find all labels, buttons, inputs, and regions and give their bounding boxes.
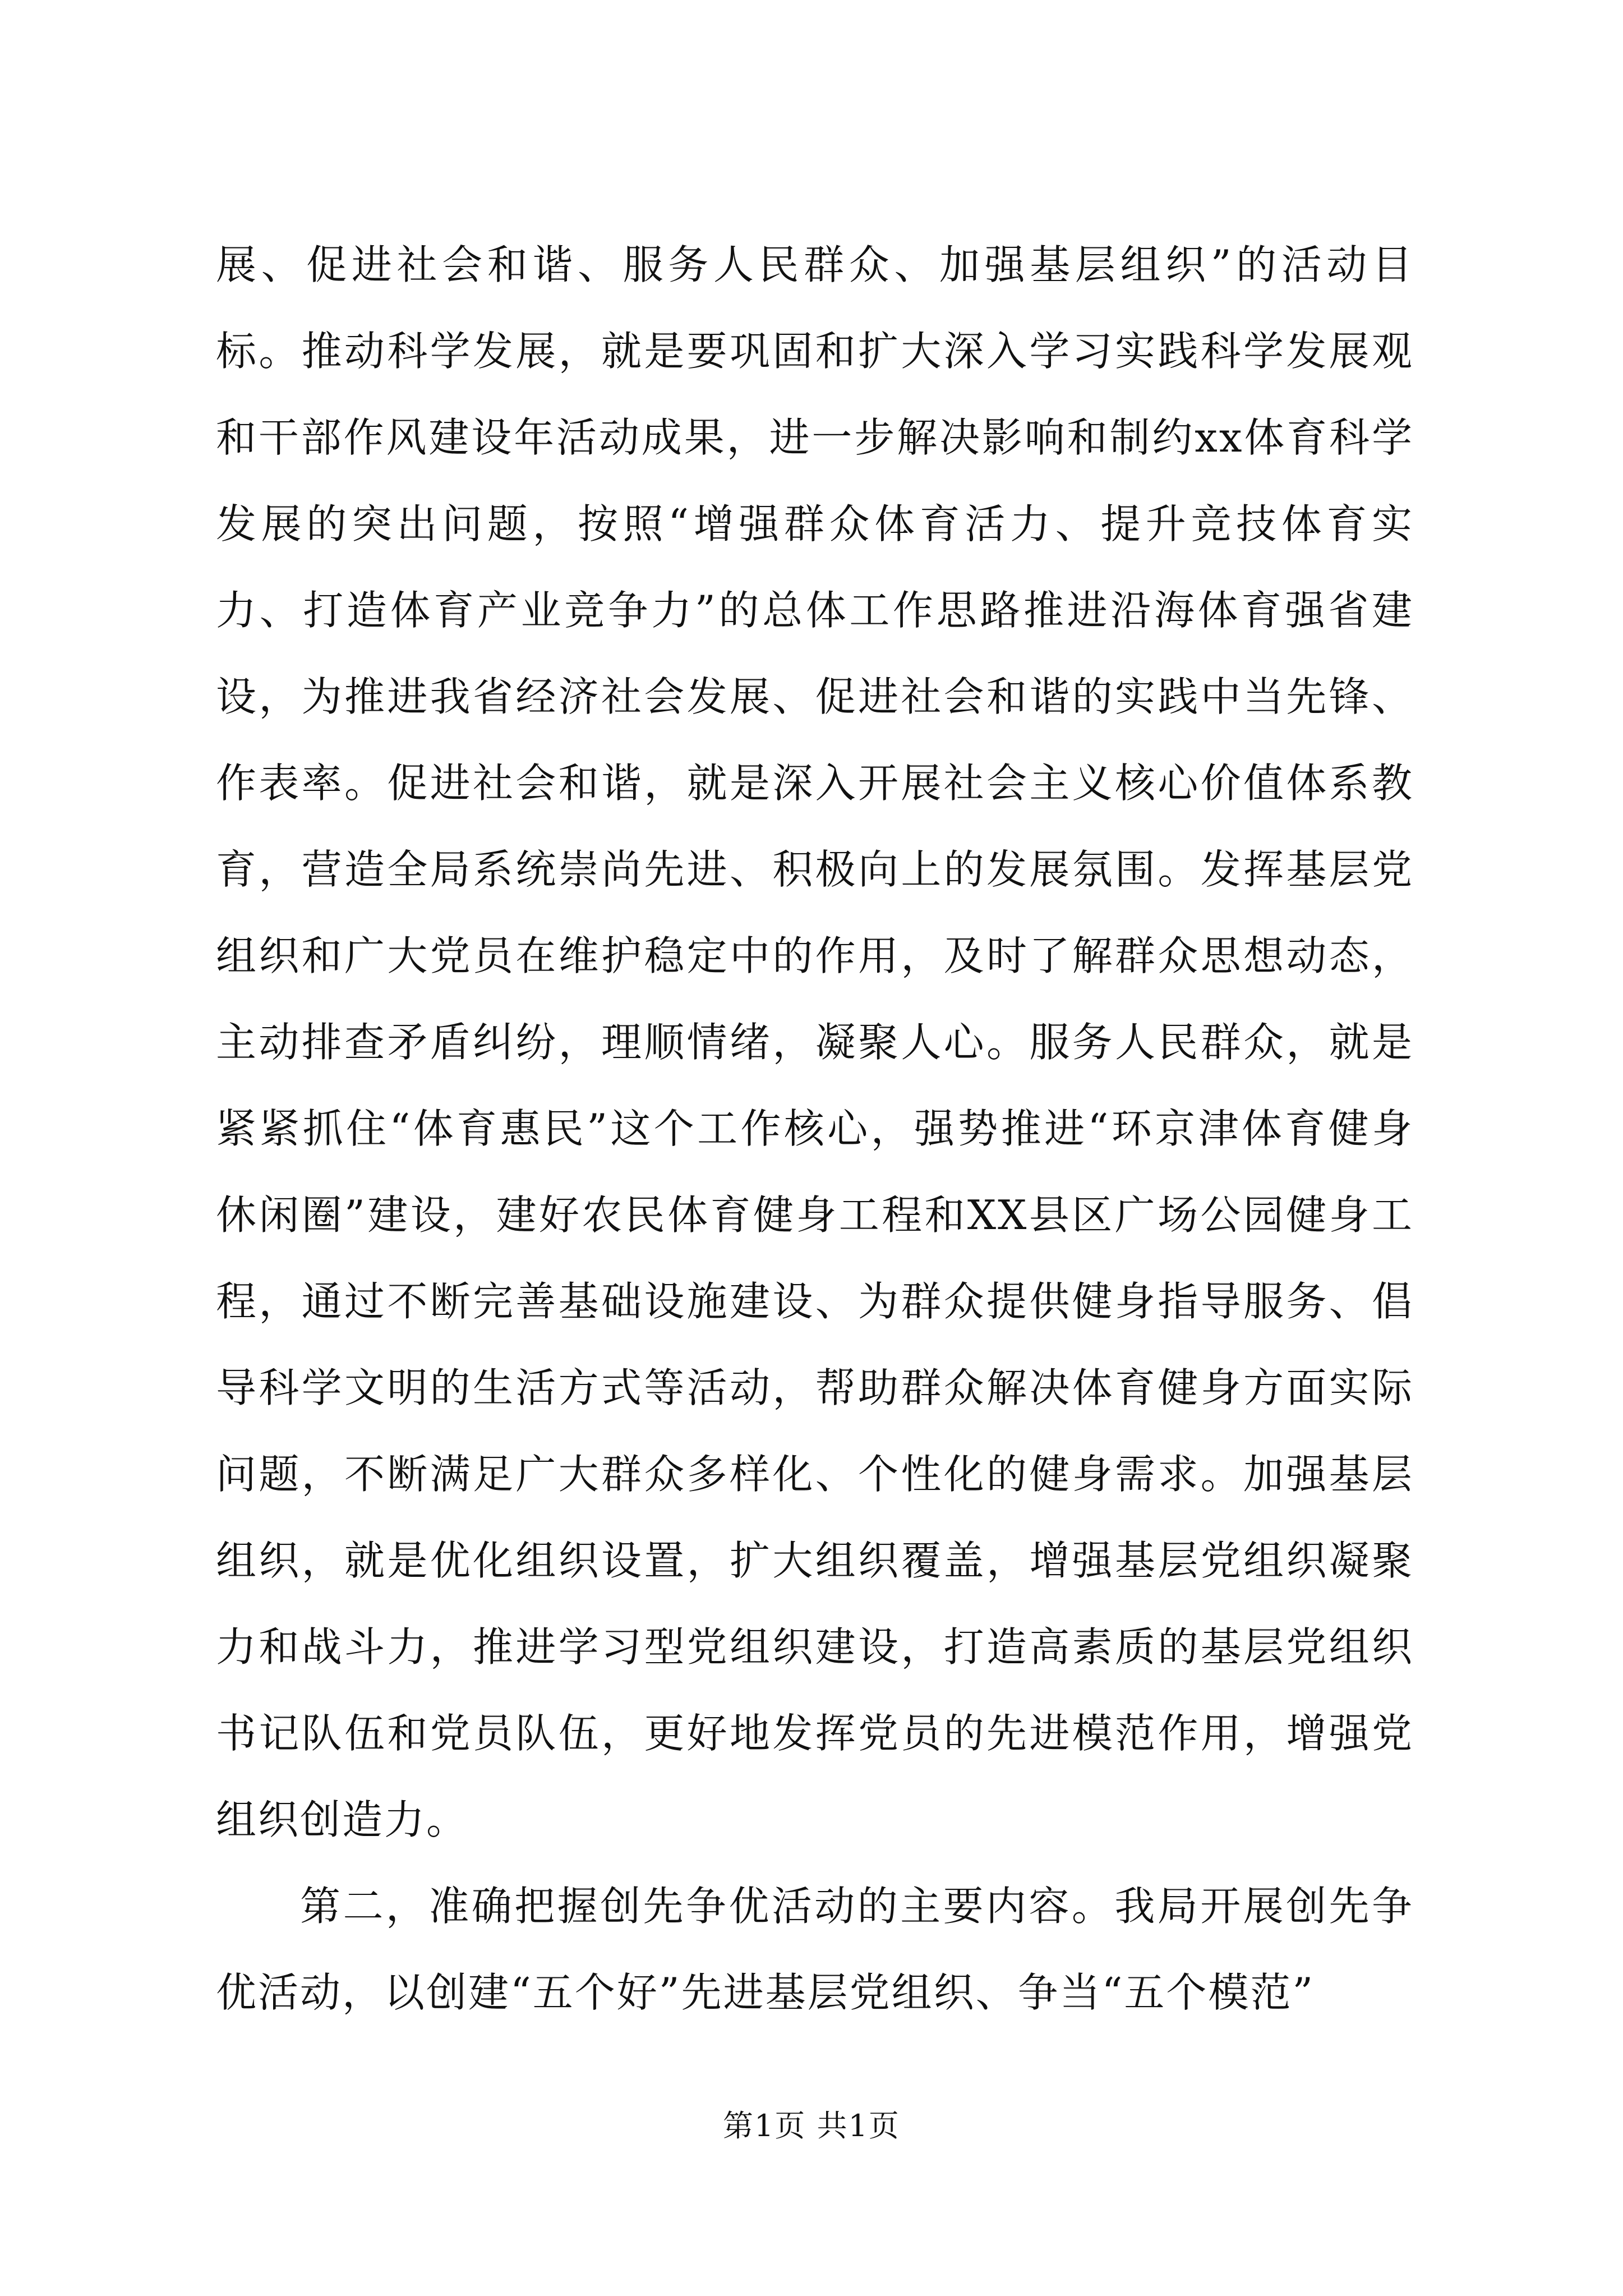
page-footer: 第1页 共1页 — [723, 2108, 900, 2143]
paragraph-continued: 展、促进社会和谐、服务人民群众、加强基层组织”的活动目标。推动科学发展，就是要巩固和扩大深入学习实践科学发展观和干部作风建设年活动成果，进一步解决影响和制约xx体育科学发展的突出问题，按照“增强群众体育活力、提升竞技体育实力、打造体育产业竞争力”的总体工作思路推进沿海体育强省建设，为推进我省经济社会发展、促进社会和谐的实践中当先锋、作表率。促进社会和谐，就是深入开展社会主义核心价值体系教育，营造全局系统崇尚先进、积极向上的发展氛围。发挥基层党组织和广大党员在维护稳定中的作用，及时了解群众思想动态，主动排查矛盾纠纷，理顺情绪，凝聚人心。服务人民群众，就是紧紧抓住“体育惠民”这个工作核心，强势推进“环京津体育健身休闲圈”建设，建好农民体育健身工程和XX县区广场公园健身工程，通过不断完善基础设施建设、为群众提供健身指导服务、倡导科学文明的生活方式等活动，帮助群众解决体育健身方面实际问题，不断满足广大群众多样化、个性化的健身需求。加强基层组织，就是优化组织设置，扩大组织覆盖，增强基层党组织凝聚力和战斗力，推进学习型党组织建设，打造高素质的基层党组织书记队伍和党员队伍，更好地发挥党员的先进模范作用，增强党组织创造力。 — [216, 241, 1414, 1843]
paragraph-second-point: 第二，准确把握创先争优活动的主要内容。我局开展创先争优活动，以创建“五个好”先进基层党组织、争当“五个模范” — [216, 1883, 1414, 2016]
body-text — [216, 222, 1414, 2036]
